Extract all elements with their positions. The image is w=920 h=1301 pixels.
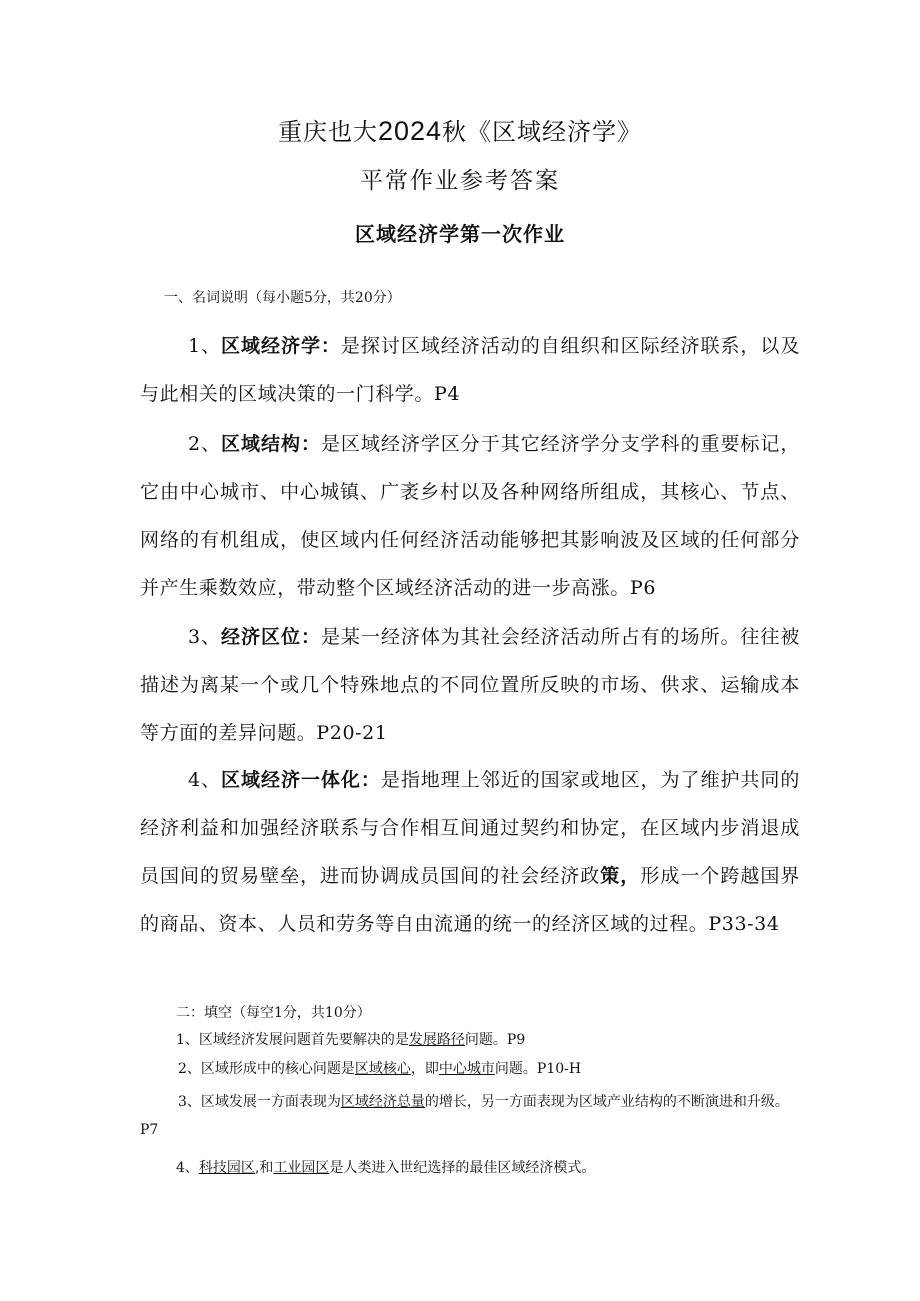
answer-blank: 科技园区 bbox=[198, 1160, 255, 1176]
term-text-end: 形成一个跨越国界的商品、资本、人员和劳务等自由流通的统一的经济区域的过程。P33-34 bbox=[140, 865, 800, 935]
section1-heading: 一、名词说明（每小题5分，共20分） bbox=[164, 290, 401, 306]
term-number: 4、 bbox=[188, 769, 222, 791]
definition-1 bbox=[140, 322, 800, 418]
term-name: 经济区位： bbox=[221, 626, 321, 648]
document-title bbox=[0, 112, 920, 147]
fill-item-2: 2、区域形成中的核心问题是区域核心，即中心城市问题。P10-H bbox=[178, 1061, 582, 1077]
answer-blank: 中心城市 bbox=[438, 1061, 495, 1077]
document-subtitle: 平常作业参考答案 bbox=[360, 168, 560, 194]
assignment-title: 区域经济学第一次作业 bbox=[355, 222, 565, 246]
title-school: 重庆也大 bbox=[277, 118, 378, 146]
term-number: 2、 bbox=[188, 433, 222, 455]
term-name: 区域结构： bbox=[221, 433, 321, 455]
answer-blank: 工业园区 bbox=[273, 1160, 330, 1176]
term-text: 是探讨区域经济活动的自组织和区际经济联系，以及与此相关的区域决策的一门科学。P4 bbox=[140, 335, 800, 405]
definition-4 bbox=[140, 756, 800, 948]
term-text: 是区域经济学区分于其它经济学分支学科的重要标记，它由中心城市、中心城镇、广袤乡村以及各种网络所组成，其核心、节点、网络的有机组成，使区域内任何经济活动能够把其影响波及区域的任何部分并产生乘数效应，带动整个区域经济活动的进一步高涨。P6 bbox=[140, 433, 800, 599]
answer-blank: 发展路径 bbox=[408, 1032, 465, 1048]
definition-2 bbox=[140, 420, 800, 612]
definition-3 bbox=[140, 613, 800, 757]
title-year: 2024 bbox=[377, 116, 443, 146]
title-course: 秋《区域经济学》 bbox=[442, 118, 643, 146]
term-number: 3、 bbox=[188, 626, 222, 648]
fill-item-4: 4、科技园区,和工业园区是人类进入世纪选择的最佳区域经济模式。 bbox=[176, 1160, 596, 1176]
term-text-bold: 策， bbox=[600, 865, 641, 887]
term-name: 区域经济一体化： bbox=[221, 769, 381, 791]
fill-item-1: 1、区域经济发展问题首先要解决的是发展路径问题。P9 bbox=[176, 1032, 526, 1048]
term-text: 是指地理上邻近的国家或地区，为了维护共同的经济利益和加强经济联系与合作相互间通过契约和协定，在区域内步消退成员国间的贸易壁垒，进而协调成员国间的社会经济政 bbox=[140, 769, 800, 887]
answer-blank: 区域经济总量 bbox=[340, 1094, 425, 1110]
section2-heading: 二：填空（每空1分，共10分） bbox=[176, 1005, 371, 1021]
fill-item-3: 3、区域发展一方面表现为区域经济总量的增长，另一方面表现为区域产业结构的不断演进和升级。P7 bbox=[140, 1094, 789, 1138]
term-name: 区域经济学： bbox=[221, 335, 341, 357]
term-number: 1、 bbox=[188, 335, 222, 357]
term-text: 是某一经济体为其社会经济活动所占有的场所。往往被描述为离某一个或几个特殊地点的不同位置所反映的市场、供求、运输成本等方面的差异问题。P20-21 bbox=[140, 626, 800, 744]
answer-blank: 区域核心 bbox=[354, 1061, 411, 1077]
